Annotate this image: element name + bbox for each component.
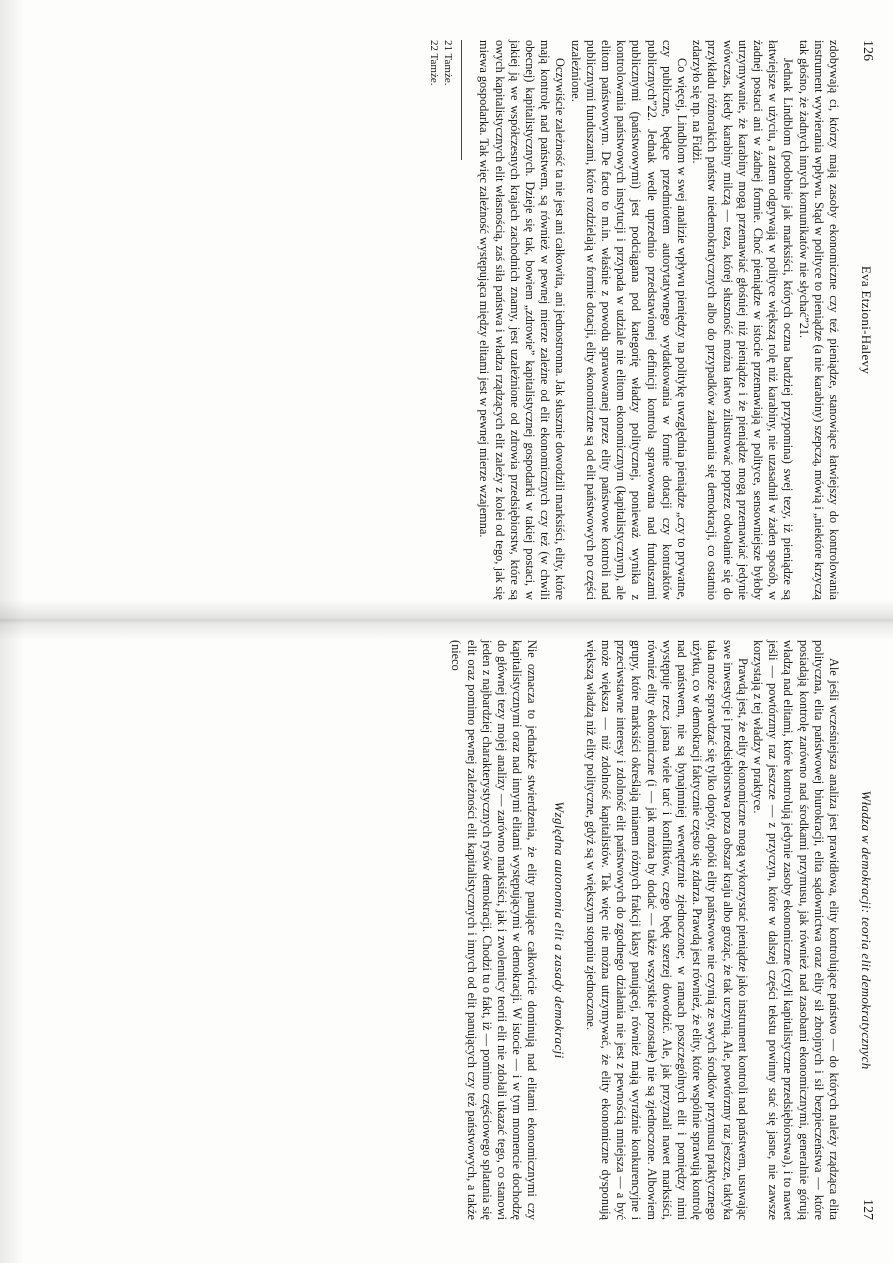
paragraph: Prawdą jest, że elity ekonomiczne mogą wykorzystać pieniądze jako instrument kontroli nad państwem, usuwając swe inwestycje i przedsiębiorstwa poza obszar kraju albo grożąc, że tak uczynią. Ale, powtórzmy raz jeszcze, taktyka taka może sprawdzać się tylko dopóty, dopóki elity państwowe nie czynią ze swych środków przymusu praktycznego użytku, co w demokracji faktycznie często się zdarza. Prawdą jest również, że elity, które wspólnie sprawują kontrolę nad państwem, nie są bynajmniej wewnętrznie zjednoczone; w ramach poszczególnych elit i pomiędzy nimi występuje rzecz jasna wiele tarć i konfliktów, czego będę szerzej dowodzić. Ale, jak przyznali nawet marksiści, również elity ekonomiczne (i — jak można by dodać — także wszystkie pozostałe) nie są zjednoczone. Albowiem grupy, które marksiści określają mianem różnych frakcji klasy panującej, również mają wyraźnie konkurencyjne i przeciwstawne interesy i zdolność elit państwowych do zgodnego działania nie jest z pewnością mniejsza — a być może większa — niż zdolność kapitalistów. Tak więc nie można utrzymywać, że elity ekonomiczne dysponują większą władzą niż elity polityczne, gdyż są w większym stopniu zjednoczone. — [583, 640, 750, 1220]
right-body-text — [448, 640, 841, 1220]
paragraph: Oczywiście zależność ta nie jest ani całkowita, ani jednostronna. Jak słusznie dowodzili marksiści, elity, które mają kontrolę nad państwem, są również w pewnej mierze zależne od elit ekonomicznych czy też (w chwili obecnej) kapitalistycznych. Dzieje się tak, bowiem „zdrowie” kapitalistycznej gospodarki w takiej postaci, w jakiej ją we współczesnych krajach zachodnich znamy, jest uzależnione od zdrowia przedsiębiorstw, które są owych kapitalistycznych elit własnością, zaś siła państwa i władza rządzących elit zależy z kolei od tego, jak się miewa gospodarka. Tak więc zależność występująca między elitami jest w pewnej mierze wzajemna. — [477, 40, 568, 600]
left-running-head — [855, 40, 875, 600]
left-page — [0, 40, 893, 600]
gutter-shadow — [0, 600, 893, 640]
left-running-head-author: Eva Etzioni-Halevy — [859, 265, 874, 375]
left-page-number: 126 — [860, 40, 875, 61]
paragraph: Jednak Lindblom (podobnie jak marksiści, których oczna bardziej przypomina) swej tezy, iż pieniądze są łatwiejsze w użyciu, a zatem odgrywają w polityce większą rolę niż karabiny, nie uzasadnił w żaden sposób, w żadnej postaci ani w żadnej formie. Choć pieniądze w istocie przemawiają w polityce, sensowniejsze byłoby utrzymywanie, że karabiny mogą przemawiać głośniej niż pieniądze i że pieniądze mogą przemawiać jedynie wówczas, kiedy karabiny milczą — teza, której słuszność można łatwo zilustrować poprzez odwołanie się do przykładu różnorakich państw niedemokratycznych albo do przypadków załamania się demokracji, co ostatnio zdarzyło się np. na Fidżi. — [690, 40, 796, 600]
right-page — [0, 640, 893, 1220]
paragraph: Nie oznacza to jednakże stwierdzenia, że elity panujące całkowicie dominują nad elitami ekonomicznymi czy kapitalistycznymi oraz nad innymi elitami występującymi w demokracji. W istocie — i w tym momencie dochodzę do głównej tezy mojej analizy — zarówno marksiści, jak i zwolennicy teorii elit nie zdołali ukazać tego, co stanowi jeden z najbardziej charakterystycznych rysów demokracji. Chodzi tu o fakt, iż — pomimo częściowego splatania się elit oraz pomimo pewnej zależności elit kapitalistycznych i innych od elit panujących czy też państwowych, a także (nieco — [449, 640, 540, 1220]
footnote: 22 Tamże. — [428, 40, 441, 86]
right-running-head-title: Władza w demokracji: teoria elit demokratycznych — [859, 790, 874, 1070]
right-running-head — [855, 640, 875, 1220]
paragraph: Co więcej, Lindblom w swej analizie wpływu pieniędzy na politykę uwzględnia pieniądze „czy to prywatne, czy publiczne, będące przedmiotem autorytatywnego wydatkowania w formie dotacji czy kontraktów publicznych”22. Jednak wedle uprzednio przedstawionej definicji kontrola sprawowana nad funduszami publicznymi (państwowymi) jest podciągana pod kategorię władzy politycznej, ponieważ wynika z kontrolowania państwowych instytucji i przypada w udziale nie elitom ekonomicznym (kapitalistycznym), ale elitom państwowym. De facto to m.in. właśnie z powodu sprawowanej przez elity państwowe kontroli nad publicznymi funduszami, które rozdzielają w formie dotacji, elity ekonomiczne są od elit państwowych po części uzależnione. — [568, 40, 689, 600]
left-body-text — [427, 40, 841, 600]
footnotes — [427, 40, 455, 600]
paragraph: Ale jeśli wcześniejsza analiza jest prawidłowa, elity kontrolujące państwo — do których należy rządząca elita polityczna, elita państwowej biurokracji, elita sądownictwa oraz elity sił zbrojnych i sił bezpieczeństwa — które posiadają kontrolę zarówno nad środkami przymusu, jak również nad zasobami ekonomicznymi, generalnie górują władzą nad elitami, które kontrolują jedynie zasoby ekonomiczne (czyli kapitalistyczne przedsiębiorstwa), i to nawet jeśli — powtórzmy raz jeszcze — z przyczyn, które w dalszej części tekstu powinny stać się jasne, nie zawsze korzystają z tej władzy w praktyce. — [750, 640, 841, 1220]
section-heading: Względna autonomia elit a zasady demokracji — [551, 801, 567, 1059]
right-page-number: 127 — [860, 1199, 875, 1220]
footnote: 21 Tamże. — [442, 40, 455, 86]
paragraph: zdobywają ci, którzy mają zasoby ekonomiczne czy też pieniądze, stanowiące łatwiejszy do kontrolowania instrument wywierania wpływu. Stąd w polityce to pieniądze (a nie karabiny) szepczą, mówią i „niektóre krzyczą tak głośno, że żadnych innych komunikatów nie słychać”21. — [796, 40, 841, 600]
footnote-divider — [461, 40, 462, 160]
